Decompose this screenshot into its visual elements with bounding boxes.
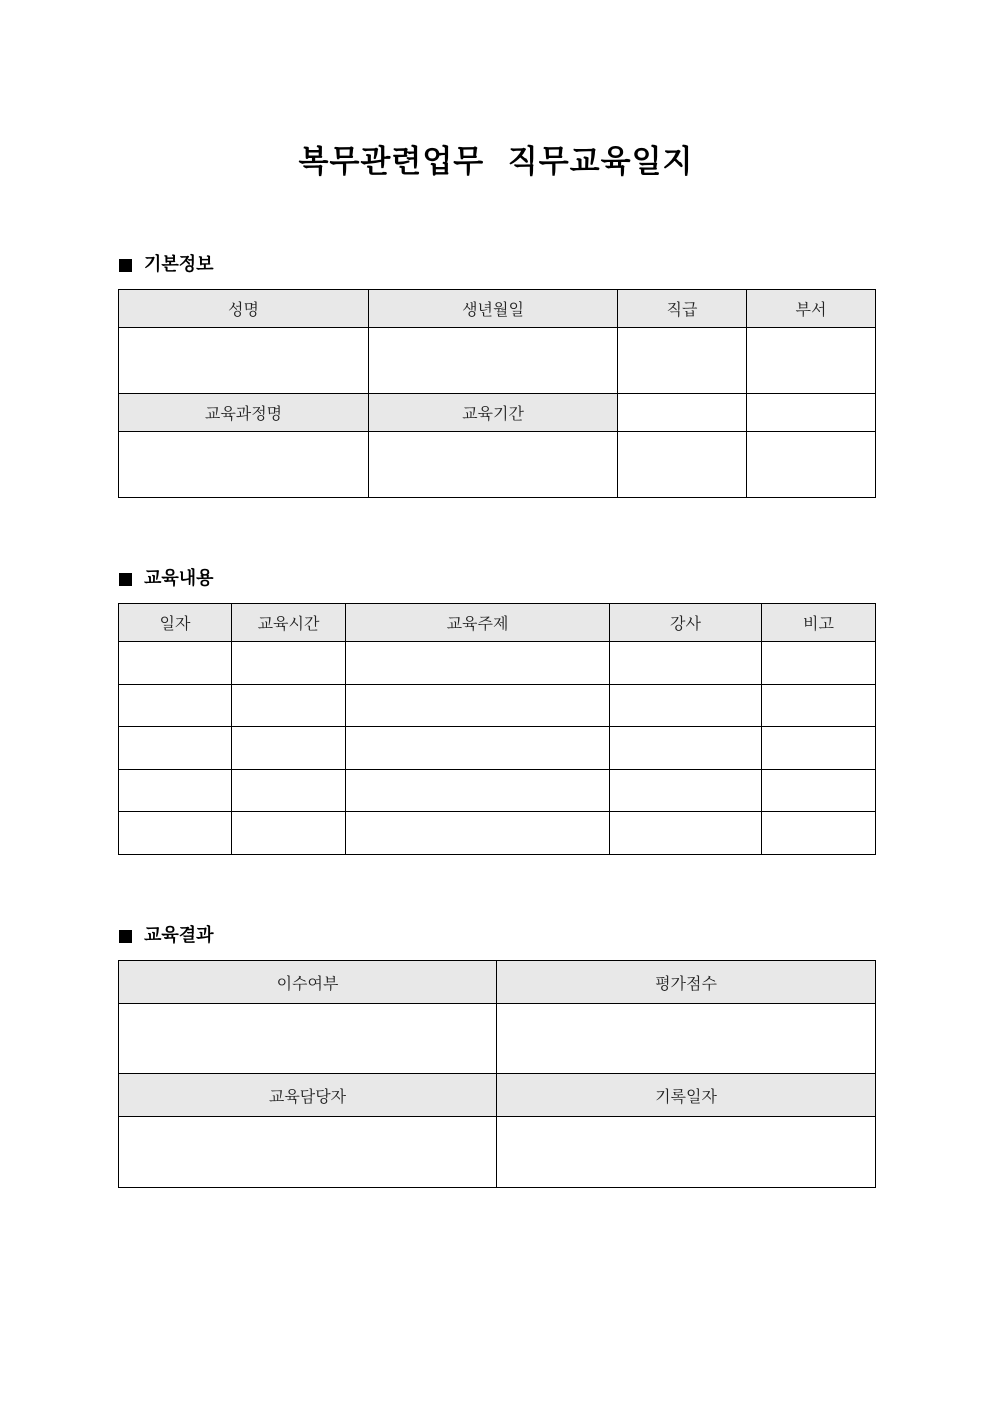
topic-cell[interactable] xyxy=(346,727,610,770)
date-cell[interactable] xyxy=(119,770,232,812)
header-row xyxy=(119,961,876,1004)
time-cell[interactable] xyxy=(232,812,346,855)
header-cell-record-date: 기록일자 xyxy=(497,1074,876,1117)
date-cell[interactable] xyxy=(119,727,232,770)
input-cell[interactable] xyxy=(618,432,747,498)
table-row xyxy=(119,642,876,685)
table-row xyxy=(119,685,876,727)
instructor-cell[interactable] xyxy=(610,642,762,685)
square-bullet-icon xyxy=(119,259,132,272)
header-cell-course-period: 교육기간 xyxy=(369,394,618,432)
input-cell[interactable] xyxy=(747,432,876,498)
input-cell-course-name[interactable] xyxy=(119,432,369,498)
header-row xyxy=(119,394,876,432)
input-cell-manager[interactable] xyxy=(119,1117,497,1188)
time-cell[interactable] xyxy=(232,727,346,770)
header-row xyxy=(119,604,876,642)
section-title: 기본정보 xyxy=(144,254,214,275)
section-heading-basic-info xyxy=(119,254,214,276)
header-cell-date: 일자 xyxy=(119,604,232,642)
time-cell[interactable] xyxy=(232,685,346,727)
input-row xyxy=(119,328,876,394)
blank-cell[interactable] xyxy=(618,394,747,432)
time-cell[interactable] xyxy=(232,770,346,812)
header-cell-instructor: 강사 xyxy=(610,604,762,642)
square-bullet-icon xyxy=(119,573,132,586)
remarks-cell[interactable] xyxy=(762,685,876,727)
blank-cell[interactable] xyxy=(747,394,876,432)
remarks-cell[interactable] xyxy=(762,642,876,685)
document-title: 복무관련업무 직무교육일지 xyxy=(298,144,694,180)
header-cell-score: 평가점수 xyxy=(497,961,876,1004)
header-cell-topic: 교육주제 xyxy=(346,604,610,642)
table-row xyxy=(119,770,876,812)
input-cell-department[interactable] xyxy=(747,328,876,394)
topic-cell[interactable] xyxy=(346,685,610,727)
section-title: 교육결과 xyxy=(144,925,214,946)
header-row xyxy=(119,290,876,328)
instructor-cell[interactable] xyxy=(610,770,762,812)
input-row xyxy=(119,1117,876,1188)
header-row xyxy=(119,1074,876,1117)
input-row xyxy=(119,432,876,498)
table-row xyxy=(119,727,876,770)
input-row xyxy=(119,1004,876,1074)
input-cell-course-period[interactable] xyxy=(369,432,618,498)
instructor-cell[interactable] xyxy=(610,685,762,727)
table-row xyxy=(119,812,876,855)
topic-cell[interactable] xyxy=(346,642,610,685)
header-cell-birthdate: 생년월일 xyxy=(369,290,618,328)
input-cell-completion[interactable] xyxy=(119,1004,497,1074)
header-cell-manager: 교육담당자 xyxy=(119,1074,497,1117)
header-cell-time: 교육시간 xyxy=(232,604,346,642)
input-cell-birthdate[interactable] xyxy=(369,328,618,394)
input-cell-rank[interactable] xyxy=(618,328,747,394)
header-cell-rank: 직급 xyxy=(618,290,747,328)
header-cell-completion: 이수여부 xyxy=(119,961,497,1004)
header-cell-department: 부서 xyxy=(747,290,876,328)
section-heading-education-result xyxy=(119,925,214,947)
date-cell[interactable] xyxy=(119,685,232,727)
header-cell-course-name: 교육과정명 xyxy=(119,394,369,432)
time-cell[interactable] xyxy=(232,642,346,685)
topic-cell[interactable] xyxy=(346,812,610,855)
header-cell-remarks: 비고 xyxy=(762,604,876,642)
header-cell-name: 성명 xyxy=(119,290,369,328)
remarks-cell[interactable] xyxy=(762,812,876,855)
education-result-table xyxy=(118,960,876,1188)
remarks-cell[interactable] xyxy=(762,727,876,770)
section-title: 교육내용 xyxy=(144,568,214,589)
square-bullet-icon xyxy=(119,930,132,943)
section-heading-education-content xyxy=(119,568,214,590)
input-cell-score[interactable] xyxy=(497,1004,876,1074)
basic-info-table xyxy=(118,289,876,498)
date-cell[interactable] xyxy=(119,642,232,685)
remarks-cell[interactable] xyxy=(762,770,876,812)
instructor-cell[interactable] xyxy=(610,727,762,770)
education-content-table xyxy=(118,603,876,855)
topic-cell[interactable] xyxy=(346,770,610,812)
input-cell-name[interactable] xyxy=(119,328,369,394)
input-cell-record-date[interactable] xyxy=(497,1117,876,1188)
date-cell[interactable] xyxy=(119,812,232,855)
instructor-cell[interactable] xyxy=(610,812,762,855)
